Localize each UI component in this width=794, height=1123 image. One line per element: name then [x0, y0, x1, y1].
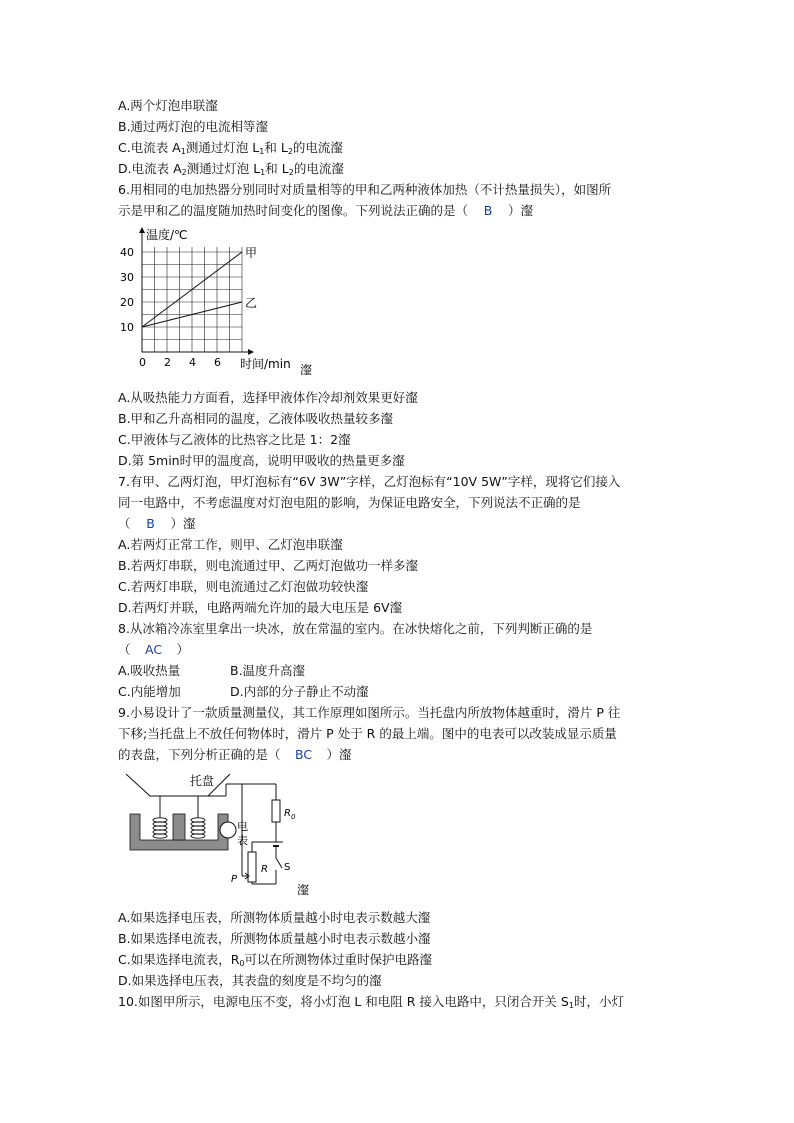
q8-stem-line1: 8.从冰箱冷冻室里拿出一块冰，放在常温的室内。在冰快熔化之前，下列判断正确的是	[118, 621, 593, 636]
q7-answer: B	[146, 516, 155, 531]
q6-stem-line1: 6.用相同的电加热器分别同时对质量相等的甲和乙两种液体加热（不计热量损失），如图所	[118, 182, 612, 197]
x-tick-label: 2	[164, 356, 171, 369]
rheostat-r	[248, 852, 256, 882]
q6-option-c: C.甲液体与乙液体的比热容之比是 1：2瀣	[118, 432, 351, 447]
x-tick-label: 0	[139, 356, 146, 369]
q9-option-d: D.如果选择电压表，其表盘的刻度是不均匀的瀣	[118, 973, 382, 988]
y-tick-label: 10	[120, 321, 134, 334]
chart-trailing-mark: 瀣	[300, 363, 313, 377]
meter-label-1: 电	[237, 820, 248, 833]
q5-option-b: B.通过两灯泡的电流相等瀣	[118, 119, 269, 134]
q9-stem-line3: 的表盘，下列分析正确的是（ BC ）瀣	[118, 747, 352, 762]
q5-option-d: D.电流表 $A_2$测通过灯泡 $L_1$和 $L_2$的电流瀣	[118, 161, 344, 177]
q7-option-d: D.若两灯并联，电路两端允许加的最大电压是 6V瀣	[118, 600, 403, 615]
q6-option-a: A.从吸热能力方面看，选择甲液体作冷却剂效果更好瀣	[118, 390, 418, 405]
q8-answer: AC	[144, 642, 163, 657]
q8-option-b: B.温度升高瀣	[230, 663, 306, 678]
x-axis-label: 时间/min	[240, 357, 291, 371]
q6-option-d: D.第 5min时甲的温度高，说明甲吸收的热量更多瀣	[118, 453, 405, 468]
q7-stem-line1: 7.有甲、乙两灯泡，甲灯泡标有“6V 3W”字样，乙灯泡标有“10V 5W”字样，现将它们接入	[118, 474, 621, 489]
resistor-r0	[272, 800, 280, 822]
q7-stem-line3: （ B ）瀣	[118, 516, 196, 531]
q9-option-b: B.如果选择电流表，所测物体质量越小时电表示数越小瀣	[118, 931, 431, 946]
x-tick-label: 4	[189, 356, 196, 369]
spring-left	[153, 818, 167, 838]
q8-option-d: D.内部的分子静止不动瀣	[230, 684, 369, 699]
q9-option-c: C.如果选择电流表，$R_0$可以在所测物体过重时保护电路瀣	[118, 952, 432, 968]
y-tick-label: 20	[120, 296, 134, 309]
q9-answer: BC	[294, 747, 313, 762]
meter	[220, 822, 236, 838]
q8-option-c: C.内能增加	[118, 684, 181, 699]
y-axis-label: 温度/℃	[146, 228, 188, 242]
x-tick-label: 6	[214, 356, 221, 369]
q8-stem-line2: （ AC ）	[118, 642, 190, 657]
y-tick-label: 40	[120, 246, 134, 259]
s-label: S	[284, 862, 291, 873]
q8-option-a: A.吸收热量	[118, 663, 181, 678]
q6-option-b: B.甲和乙升高相同的温度，乙液体吸收热量较多瀣	[118, 411, 394, 426]
q8-options-row1	[118, 662, 305, 680]
meter-label-2: 表	[237, 834, 248, 847]
y-tick-label: 30	[120, 271, 134, 284]
q7-option-c: C.若两灯串联，则电流通过乙灯泡做功较快瀣	[118, 579, 369, 594]
series-label-jia: 甲	[245, 246, 258, 260]
q7-option-a: A.若两灯正常工作，则甲、乙灯泡串联瀣	[118, 537, 343, 552]
temperature-time-chart	[118, 222, 318, 382]
q7-option-b: B.若两灯串联，则电流通过甲、乙两灯泡做功一样多瀣	[118, 558, 419, 573]
p-label: P	[231, 874, 238, 885]
q9-option-a: A.如果选择电压表，所测物体质量越小时电表示数越大瀣	[118, 910, 431, 925]
r0-label: $R_0$	[284, 808, 296, 821]
q5-option-c: C.电流表 $A_1$测通过灯泡 $L_1$和 $L_2$的电流瀣	[118, 140, 343, 156]
tray	[126, 774, 230, 796]
q6-stem-line2: 示是甲和乙的温度随加热时间变化的图像。下列说法正确的是（ B ）瀣	[118, 203, 534, 218]
r-label: R	[261, 864, 268, 875]
diagram-trailing-mark: 瀣	[297, 883, 310, 897]
q10-stem-line1: 10.如图甲所示，电源电压不变，将小灯泡 L 和电阻 R 接入电路中，只闭合开关 $S_1$时，小灯	[118, 994, 624, 1010]
q5-option-a: A.两个灯泡串联瀣	[118, 98, 218, 113]
q8-options-row2	[118, 683, 369, 701]
switch-s	[276, 858, 282, 868]
q6-answer: B	[483, 203, 493, 218]
spring-right	[191, 818, 205, 838]
tray-label: 托盘	[190, 774, 215, 788]
q9-stem-line1: 9.小易设计了一款质量测量仪，其工作原理如图所示。当托盘内所放物体越重时，滑片 P 往	[118, 705, 621, 720]
q9-stem-line2: 下移;当托盘上不放任何物体时，滑片 P 处于 R 的最上端。图中的电表可以改装成显示质量	[118, 726, 617, 741]
q7-stem-line2: 同一电路中，不考虑温度对灯泡电阻的影响，为保证电路安全，下列说法不正确的是	[118, 495, 581, 510]
mass-meter-circuit-diagram	[118, 766, 318, 900]
series-label-yi: 乙	[245, 296, 258, 310]
